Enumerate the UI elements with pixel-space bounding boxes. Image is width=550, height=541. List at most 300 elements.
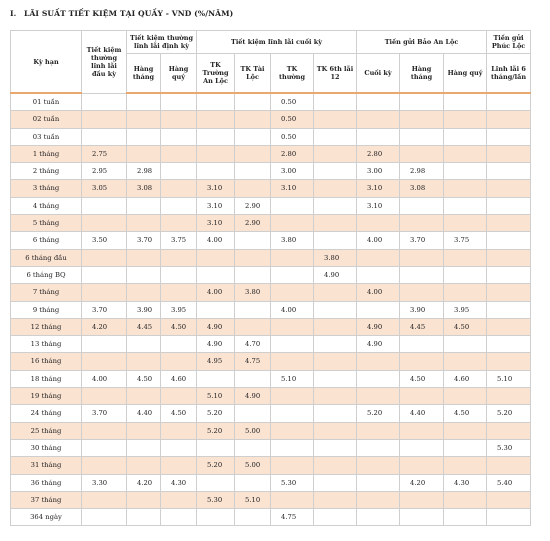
- header-bao-monthly: Hàng tháng: [400, 54, 444, 94]
- table-row: [11, 301, 531, 318]
- rate-cell: [197, 370, 235, 387]
- table-row: [11, 422, 531, 439]
- rate-cell: 4.90: [197, 336, 235, 353]
- rate-cell: [400, 249, 444, 266]
- rate-cell: 3.70: [400, 232, 444, 249]
- rate-cell: 4.50: [444, 405, 487, 422]
- rate-cell: [487, 93, 531, 111]
- rate-cell: 4.60: [161, 370, 197, 387]
- term-cell: 37 tháng: [11, 491, 82, 508]
- rate-cell: [444, 388, 487, 405]
- rate-cell: [314, 93, 357, 111]
- rate-cell: [82, 128, 127, 145]
- rate-cell: 3.75: [161, 232, 197, 249]
- rate-cell: [235, 370, 271, 387]
- rate-cell: 3.30: [82, 474, 127, 491]
- term-cell: 36 tháng: [11, 474, 82, 491]
- term-cell: 9 tháng: [11, 301, 82, 318]
- rate-cell: 4.90: [197, 318, 235, 335]
- section-title: [10, 9, 233, 18]
- rate-cell: 4.40: [127, 405, 161, 422]
- rate-cell: [314, 301, 357, 318]
- rate-cell: 5.30: [197, 491, 235, 508]
- rate-cell: [400, 128, 444, 145]
- rate-cell: [271, 353, 314, 370]
- rate-cell: [127, 336, 161, 353]
- rate-cell: 3.95: [161, 301, 197, 318]
- rate-cell: [400, 336, 444, 353]
- rate-cell: [357, 301, 400, 318]
- term-cell: 24 tháng: [11, 405, 82, 422]
- rate-cell: [161, 509, 197, 526]
- term-cell: 3 tháng: [11, 180, 82, 197]
- table-row: [11, 232, 531, 249]
- term-cell: 13 tháng: [11, 336, 82, 353]
- rate-cell: [161, 439, 197, 456]
- rate-cell: 5.20: [357, 405, 400, 422]
- rate-cell: [127, 93, 161, 111]
- rate-cell: [444, 422, 487, 439]
- rate-cell: [487, 318, 531, 335]
- rate-cell: 4.45: [127, 318, 161, 335]
- rate-cell: [161, 266, 197, 283]
- rate-cell: [161, 180, 197, 197]
- rate-cell: [357, 266, 400, 283]
- rate-cell: [82, 111, 127, 128]
- table-row: [11, 93, 531, 111]
- rate-cell: [235, 509, 271, 526]
- rate-cell: [197, 301, 235, 318]
- rate-cell: 0.50: [271, 93, 314, 111]
- header-tai-loc: TK Tài Lộc: [235, 54, 271, 94]
- rate-cell: 3.80: [314, 249, 357, 266]
- rate-cell: [314, 284, 357, 301]
- table-row: [11, 474, 531, 491]
- rate-cell: [82, 266, 127, 283]
- rate-cell: [197, 111, 235, 128]
- rate-cell: [235, 163, 271, 180]
- rate-cell: [161, 336, 197, 353]
- term-cell: 03 tuần: [11, 128, 82, 145]
- rate-cell: 3.80: [271, 232, 314, 249]
- rate-cell: 5.30: [487, 439, 531, 456]
- term-cell: 5 tháng: [11, 215, 82, 232]
- rate-cell: 5.20: [197, 457, 235, 474]
- rate-cell: [197, 439, 235, 456]
- rate-cell: [314, 353, 357, 370]
- rate-cell: 5.40: [487, 474, 531, 491]
- rate-cell: 4.00: [357, 284, 400, 301]
- rate-cell: 3.90: [127, 301, 161, 318]
- rate-cell: [357, 491, 400, 508]
- rate-cell: 3.00: [357, 163, 400, 180]
- rate-cell: [400, 197, 444, 214]
- rate-cell: [487, 145, 531, 162]
- table-row: [11, 405, 531, 422]
- rate-cell: [400, 353, 444, 370]
- rate-cell: [357, 215, 400, 232]
- rate-cell: [314, 180, 357, 197]
- table-row: [11, 353, 531, 370]
- rate-cell: 4.95: [197, 353, 235, 370]
- table-row: [11, 266, 531, 283]
- table-row: [11, 336, 531, 353]
- rate-cell: [235, 249, 271, 266]
- rate-cell: [357, 111, 400, 128]
- rate-cell: 5.20: [487, 405, 531, 422]
- rate-cell: [314, 145, 357, 162]
- header-lai12: TK 6th lãi 12: [314, 54, 357, 94]
- rate-cell: 5.00: [235, 422, 271, 439]
- rate-cell: 5.10: [487, 370, 531, 387]
- rate-cell: [235, 301, 271, 318]
- rate-cell: [444, 215, 487, 232]
- rate-cell: [400, 215, 444, 232]
- rate-cell: 0.50: [271, 111, 314, 128]
- rate-cell: 3.08: [400, 180, 444, 197]
- rate-cell: [82, 491, 127, 508]
- rate-cell: [82, 93, 127, 111]
- rate-cell: [487, 163, 531, 180]
- rate-cell: 4.90: [235, 388, 271, 405]
- rate-cell: [127, 457, 161, 474]
- rate-cell: [314, 336, 357, 353]
- table-row: [11, 388, 531, 405]
- rate-cell: [127, 509, 161, 526]
- rate-cell: [357, 93, 400, 111]
- rate-cell: 5.10: [197, 388, 235, 405]
- table-row: [11, 111, 531, 128]
- rate-cell: [444, 93, 487, 111]
- rate-cell: [400, 422, 444, 439]
- rate-cell: [314, 457, 357, 474]
- rate-cell: [82, 336, 127, 353]
- header-periodic-monthly: Hàng tháng: [127, 54, 161, 94]
- table-row: [11, 491, 531, 508]
- rate-cell: [314, 388, 357, 405]
- rate-cell: [357, 422, 400, 439]
- rate-cell: [271, 197, 314, 214]
- rate-cell: [314, 197, 357, 214]
- rate-cell: [487, 284, 531, 301]
- table-row: [11, 457, 531, 474]
- rate-cell: [400, 111, 444, 128]
- rate-cell: [314, 422, 357, 439]
- table-row: [11, 215, 531, 232]
- rate-cell: 4.60: [444, 370, 487, 387]
- header-an-loc: TK Trường An Lộc: [197, 54, 235, 94]
- rate-cell: [487, 509, 531, 526]
- term-cell: 7 tháng: [11, 284, 82, 301]
- rate-cell: [444, 145, 487, 162]
- rate-cell: [487, 353, 531, 370]
- rate-cell: [127, 284, 161, 301]
- rate-cell: 5.20: [197, 405, 235, 422]
- rate-cell: 4.75: [235, 353, 271, 370]
- rate-cell: [400, 145, 444, 162]
- rate-cell: 3.95: [444, 301, 487, 318]
- rate-cell: [161, 353, 197, 370]
- rate-cell: [487, 111, 531, 128]
- header-bao-an-loc-group: Tiền gửi Bảo An Lộc: [357, 31, 487, 54]
- rate-cell: [82, 457, 127, 474]
- rate-cell: 4.30: [161, 474, 197, 491]
- rate-cell: 4.20: [82, 318, 127, 335]
- rate-cell: 4.50: [444, 318, 487, 335]
- rate-cell: [444, 457, 487, 474]
- term-cell: 6 tháng đầu: [11, 249, 82, 266]
- rate-cell: 2.98: [400, 163, 444, 180]
- table-row: [11, 197, 531, 214]
- rate-cell: 5.20: [197, 422, 235, 439]
- rate-cell: 0.50: [271, 128, 314, 145]
- rate-cell: [400, 439, 444, 456]
- table-row: [11, 249, 531, 266]
- rate-cell: [357, 474, 400, 491]
- rate-cell: [161, 93, 197, 111]
- section-number: I.: [10, 9, 17, 18]
- rate-cell: [82, 439, 127, 456]
- rate-cell: [82, 388, 127, 405]
- rate-cell: 3.70: [127, 232, 161, 249]
- rate-cell: [314, 215, 357, 232]
- rate-cell: 4.00: [357, 232, 400, 249]
- rate-cell: 2.95: [82, 163, 127, 180]
- interest-rate-table: [10, 30, 531, 526]
- header-phuc-loc: Lĩnh lãi 6 tháng/lần: [487, 54, 531, 94]
- rate-cell: [82, 422, 127, 439]
- rate-cell: [271, 388, 314, 405]
- term-cell: 6 tháng: [11, 232, 82, 249]
- rate-cell: 4.00: [197, 232, 235, 249]
- rate-cell: 2.75: [82, 145, 127, 162]
- rate-cell: 3.10: [271, 180, 314, 197]
- rate-cell: [161, 249, 197, 266]
- rate-cell: [127, 353, 161, 370]
- rate-cell: 2.80: [357, 145, 400, 162]
- rate-cell: [444, 353, 487, 370]
- rate-cell: [487, 180, 531, 197]
- rate-cell: [271, 491, 314, 508]
- rate-cell: 3.50: [82, 232, 127, 249]
- rate-cell: [197, 474, 235, 491]
- rate-cell: [161, 111, 197, 128]
- rate-cell: [487, 128, 531, 145]
- rate-cell: [487, 422, 531, 439]
- term-cell: 6 tháng BQ: [11, 266, 82, 283]
- rate-cell: 4.50: [400, 370, 444, 387]
- rate-cell: [127, 422, 161, 439]
- rate-cell: [357, 370, 400, 387]
- header-bao-quarterly: Hàng quý: [444, 54, 487, 94]
- rate-cell: [314, 111, 357, 128]
- rate-cell: [400, 93, 444, 111]
- header-bao-end: Cuối kỳ: [357, 54, 400, 94]
- table-row: [11, 284, 531, 301]
- rate-cell: [235, 405, 271, 422]
- rate-cell: [82, 353, 127, 370]
- rate-cell: [314, 405, 357, 422]
- header-prepaid: Tiết kiệm thường lĩnh lãi đầu kỳ: [82, 31, 127, 94]
- rate-cell: [487, 215, 531, 232]
- rate-cell: 4.90: [357, 318, 400, 335]
- term-cell: 2 tháng: [11, 163, 82, 180]
- rate-cell: 4.50: [161, 318, 197, 335]
- header-periodic-group: Tiết kiệm thường lĩnh lãi định kỳ: [127, 31, 197, 54]
- term-cell: 30 tháng: [11, 439, 82, 456]
- rate-cell: [127, 491, 161, 508]
- rate-cell: 4.20: [400, 474, 444, 491]
- table-row: [11, 180, 531, 197]
- rate-cell: [357, 249, 400, 266]
- rate-cell: [487, 232, 531, 249]
- table-row: [11, 439, 531, 456]
- rate-cell: 2.90: [235, 197, 271, 214]
- rate-cell: 4.30: [444, 474, 487, 491]
- rate-cell: 5.10: [271, 370, 314, 387]
- section-title-text: LÃI SUẤT TIẾT KIỆM TẠI QUẦY - VND (%/NĂM): [24, 9, 234, 18]
- rate-cell: [235, 128, 271, 145]
- rate-cell: 4.00: [197, 284, 235, 301]
- rate-cell: [271, 336, 314, 353]
- rate-cell: 3.08: [127, 180, 161, 197]
- rate-cell: [271, 405, 314, 422]
- term-cell: 01 tuần: [11, 93, 82, 111]
- term-cell: 19 tháng: [11, 388, 82, 405]
- table-row: [11, 163, 531, 180]
- term-cell: 364 ngày: [11, 509, 82, 526]
- term-cell: 16 tháng: [11, 353, 82, 370]
- table-row: [11, 145, 531, 162]
- rate-cell: 3.80: [235, 284, 271, 301]
- rate-cell: [314, 509, 357, 526]
- rate-cell: 3.75: [444, 232, 487, 249]
- rate-cell: [357, 439, 400, 456]
- rate-cell: 4.00: [271, 301, 314, 318]
- rate-cell: 3.90: [400, 301, 444, 318]
- rate-cell: [444, 128, 487, 145]
- rate-cell: [127, 249, 161, 266]
- rate-cell: [314, 439, 357, 456]
- rate-cell: [444, 284, 487, 301]
- rate-cell: [127, 128, 161, 145]
- rate-cell: [161, 284, 197, 301]
- rate-cell: [400, 284, 444, 301]
- header-maturity-group: Tiết kiệm lĩnh lãi cuối kỳ: [197, 31, 357, 54]
- rate-cell: [314, 474, 357, 491]
- term-cell: 25 tháng: [11, 422, 82, 439]
- rate-cell: [127, 439, 161, 456]
- rate-cell: [314, 163, 357, 180]
- rate-cell: [487, 388, 531, 405]
- rate-cell: [314, 491, 357, 508]
- rate-cell: [127, 145, 161, 162]
- term-cell: 1 tháng: [11, 145, 82, 162]
- rate-cell: [235, 439, 271, 456]
- rate-cell: [487, 336, 531, 353]
- rate-cell: 4.90: [357, 336, 400, 353]
- rate-cell: 3.70: [82, 301, 127, 318]
- rate-cell: 5.10: [235, 491, 271, 508]
- rate-cell: [357, 509, 400, 526]
- rate-cell: 3.00: [271, 163, 314, 180]
- table-row: [11, 318, 531, 335]
- rate-cell: [271, 284, 314, 301]
- rate-cell: 4.45: [400, 318, 444, 335]
- rate-cell: [127, 215, 161, 232]
- rate-cell: [444, 336, 487, 353]
- rate-cell: [444, 439, 487, 456]
- rate-cell: [357, 353, 400, 370]
- rate-cell: [197, 266, 235, 283]
- rate-cell: [444, 180, 487, 197]
- rate-cell: [127, 266, 161, 283]
- rate-cell: [197, 249, 235, 266]
- rate-cell: [82, 215, 127, 232]
- rate-cell: [161, 457, 197, 474]
- rate-cell: [161, 197, 197, 214]
- rate-cell: [161, 128, 197, 145]
- rate-cell: [235, 180, 271, 197]
- rate-cell: [444, 111, 487, 128]
- rate-cell: [197, 145, 235, 162]
- rate-cell: [444, 509, 487, 526]
- rate-cell: [82, 509, 127, 526]
- rate-cell: [82, 249, 127, 266]
- rate-cell: [235, 474, 271, 491]
- rate-cell: [161, 145, 197, 162]
- rate-cell: [444, 266, 487, 283]
- rate-cell: [400, 491, 444, 508]
- rate-cell: 3.05: [82, 180, 127, 197]
- rate-cell: [400, 266, 444, 283]
- table-row: [11, 370, 531, 387]
- rate-table-body: [11, 93, 531, 526]
- rate-cell: [400, 509, 444, 526]
- rate-cell: 2.90: [235, 215, 271, 232]
- rate-cell: 5.00: [235, 457, 271, 474]
- rate-cell: 4.75: [271, 509, 314, 526]
- rate-cell: [127, 388, 161, 405]
- rate-cell: [197, 509, 235, 526]
- term-cell: 31 tháng: [11, 457, 82, 474]
- rate-cell: [235, 266, 271, 283]
- rate-cell: [271, 439, 314, 456]
- rate-cell: 2.80: [271, 145, 314, 162]
- rate-cell: [235, 93, 271, 111]
- rate-cell: [487, 249, 531, 266]
- rate-cell: [487, 301, 531, 318]
- rate-cell: 4.40: [400, 405, 444, 422]
- rate-cell: [314, 232, 357, 249]
- rate-cell: [357, 388, 400, 405]
- rate-cell: [161, 388, 197, 405]
- rate-cell: [161, 215, 197, 232]
- rate-cell: [314, 128, 357, 145]
- rate-cell: 3.70: [82, 405, 127, 422]
- term-cell: 02 tuần: [11, 111, 82, 128]
- rate-cell: 4.20: [127, 474, 161, 491]
- rate-cell: [314, 318, 357, 335]
- rate-cell: [271, 422, 314, 439]
- rate-cell: [197, 163, 235, 180]
- rate-cell: [197, 128, 235, 145]
- rate-cell: [444, 249, 487, 266]
- rate-cell: [161, 422, 197, 439]
- rate-cell: 3.10: [197, 197, 235, 214]
- term-cell: 12 tháng: [11, 318, 82, 335]
- rate-cell: [444, 491, 487, 508]
